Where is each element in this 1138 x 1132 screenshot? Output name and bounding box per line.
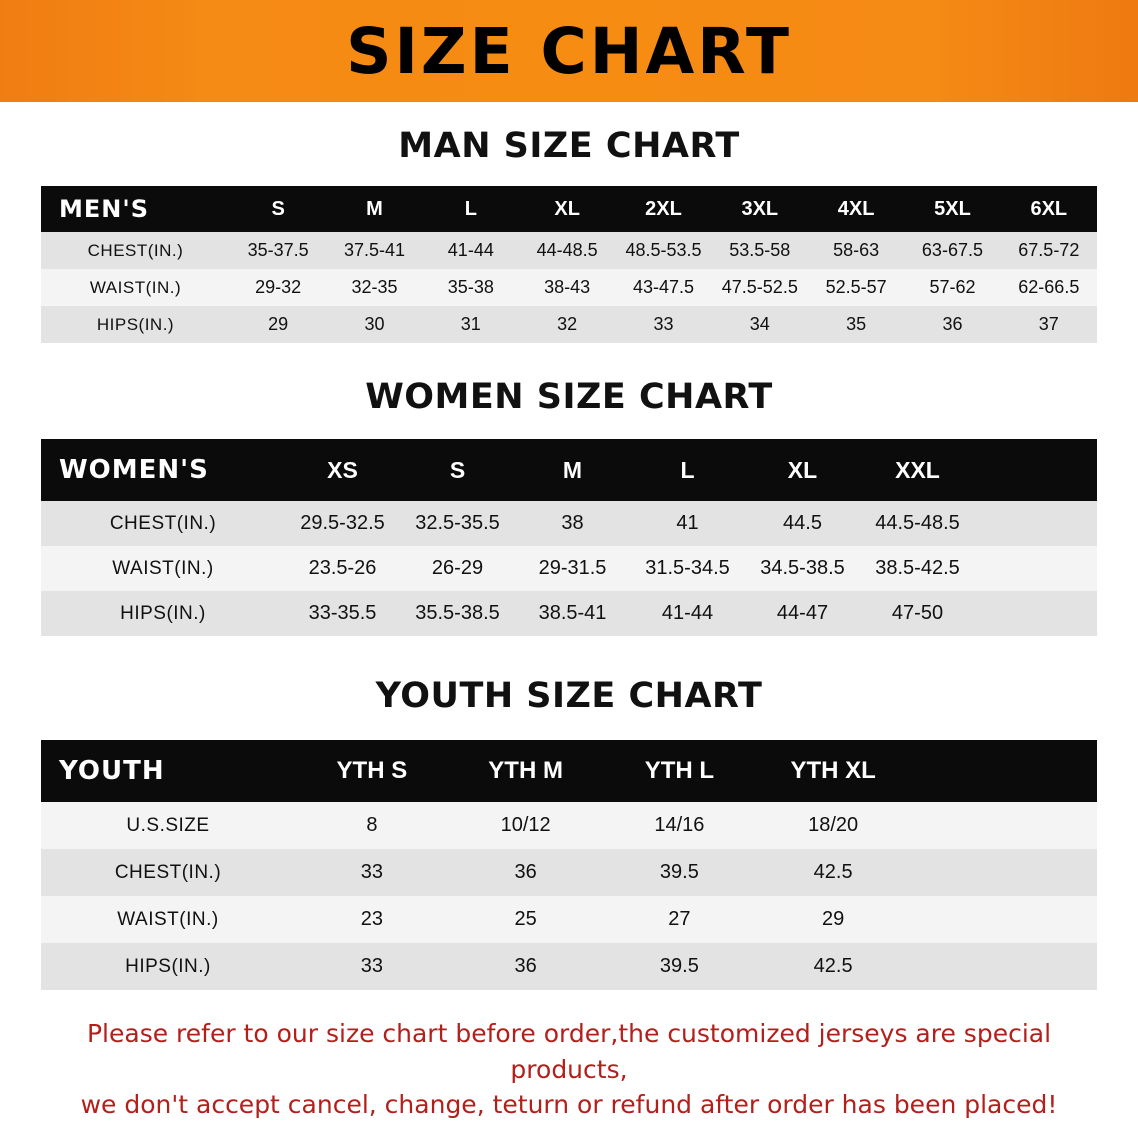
youth-row-label-3: HIPS(IN.) bbox=[41, 943, 295, 990]
man-header-cell-4: XL bbox=[519, 186, 615, 232]
table-header-row bbox=[41, 740, 1097, 802]
women-cell-0-blank bbox=[975, 501, 1097, 546]
table-row bbox=[41, 802, 1097, 849]
youth-cell-0-1: 10/12 bbox=[449, 802, 603, 849]
man-cell-2-1: 30 bbox=[326, 306, 422, 343]
man-cell-1-7: 57-62 bbox=[904, 269, 1000, 306]
table-header-row bbox=[41, 439, 1097, 501]
youth-row-label-2: WAIST(IN.) bbox=[41, 896, 295, 943]
man-table-body bbox=[41, 232, 1097, 343]
youth-header-cell-blank bbox=[910, 740, 1097, 802]
man-cell-0-0: 35-37.5 bbox=[230, 232, 326, 269]
youth-header-cell-3: YTH L bbox=[603, 740, 757, 802]
man-header-cell-1: S bbox=[230, 186, 326, 232]
youth-cell-3-blank bbox=[910, 943, 1097, 990]
youth-table-wrap bbox=[41, 740, 1097, 990]
women-table-head bbox=[41, 439, 1097, 501]
youth-cell-3-3: 42.5 bbox=[756, 943, 910, 990]
disclaimer-line-1: Please refer to our size chart before order,the customized jerseys are special products, bbox=[86, 1019, 1052, 1084]
man-header-cell-7: 4XL bbox=[808, 186, 904, 232]
youth-header-cell-4: YTH XL bbox=[756, 740, 910, 802]
man-cell-2-4: 33 bbox=[615, 306, 711, 343]
table-row bbox=[41, 849, 1097, 896]
man-table-wrap bbox=[41, 186, 1097, 343]
youth-header-cell-0: YOUTH bbox=[41, 740, 295, 802]
women-cell-0-0: 29.5-32.5 bbox=[285, 501, 400, 546]
women-cell-2-4: 44-47 bbox=[745, 591, 860, 636]
women-cell-1-3: 31.5-34.5 bbox=[630, 546, 745, 591]
table-row bbox=[41, 269, 1097, 306]
youth-table-body bbox=[41, 802, 1097, 990]
women-cell-2-2: 38.5-41 bbox=[515, 591, 630, 636]
women-cell-2-0: 33-35.5 bbox=[285, 591, 400, 636]
man-cell-1-0: 29-32 bbox=[230, 269, 326, 306]
youth-cell-2-1: 25 bbox=[449, 896, 603, 943]
man-cell-2-6: 35 bbox=[808, 306, 904, 343]
women-header-cell-1: XS bbox=[285, 439, 400, 501]
man-header-cell-8: 5XL bbox=[904, 186, 1000, 232]
women-cell-1-2: 29-31.5 bbox=[515, 546, 630, 591]
man-row-label-2: HIPS(IN.) bbox=[41, 306, 230, 343]
man-cell-0-6: 58-63 bbox=[808, 232, 904, 269]
youth-table-head bbox=[41, 740, 1097, 802]
women-cell-0-2: 38 bbox=[515, 501, 630, 546]
youth-header-cell-1: YTH S bbox=[295, 740, 449, 802]
women-header-cell-0: WOMEN'S bbox=[41, 439, 285, 501]
women-size-table bbox=[41, 439, 1097, 636]
youth-cell-2-3: 29 bbox=[756, 896, 910, 943]
women-header-cell-2: S bbox=[400, 439, 515, 501]
youth-cell-3-1: 36 bbox=[449, 943, 603, 990]
man-cell-2-2: 31 bbox=[423, 306, 519, 343]
man-cell-0-7: 63-67.5 bbox=[904, 232, 1000, 269]
man-header-cell-9: 6XL bbox=[1001, 186, 1097, 232]
women-header-cell-3: M bbox=[515, 439, 630, 501]
women-row-label-2: HIPS(IN.) bbox=[41, 591, 285, 636]
women-header-cell-6: XXL bbox=[860, 439, 975, 501]
table-row bbox=[41, 943, 1097, 990]
youth-cell-2-blank bbox=[910, 896, 1097, 943]
table-row bbox=[41, 501, 1097, 546]
youth-cell-1-blank bbox=[910, 849, 1097, 896]
man-cell-2-7: 36 bbox=[904, 306, 1000, 343]
women-cell-1-5: 38.5-42.5 bbox=[860, 546, 975, 591]
man-row-label-1: WAIST(IN.) bbox=[41, 269, 230, 306]
women-header-cell-5: XL bbox=[745, 439, 860, 501]
man-cell-1-4: 43-47.5 bbox=[615, 269, 711, 306]
man-cell-0-4: 48.5-53.5 bbox=[615, 232, 711, 269]
women-header-cell-4: L bbox=[630, 439, 745, 501]
disclaimer-note bbox=[44, 1016, 1094, 1123]
table-row bbox=[41, 591, 1097, 636]
page-title: SIZE CHART bbox=[346, 14, 792, 88]
youth-cell-0-2: 14/16 bbox=[603, 802, 757, 849]
table-row bbox=[41, 546, 1097, 591]
header-banner bbox=[0, 0, 1138, 102]
youth-cell-2-2: 27 bbox=[603, 896, 757, 943]
table-row bbox=[41, 306, 1097, 343]
women-cell-2-1: 35.5-38.5 bbox=[400, 591, 515, 636]
man-header-cell-0: MEN'S bbox=[41, 186, 230, 232]
women-cell-1-blank bbox=[975, 546, 1097, 591]
youth-header-cell-2: YTH M bbox=[449, 740, 603, 802]
man-cell-0-3: 44-48.5 bbox=[519, 232, 615, 269]
man-cell-1-5: 47.5-52.5 bbox=[712, 269, 808, 306]
women-cell-0-1: 32.5-35.5 bbox=[400, 501, 515, 546]
man-header-cell-5: 2XL bbox=[615, 186, 711, 232]
table-row bbox=[41, 896, 1097, 943]
man-cell-2-5: 34 bbox=[712, 306, 808, 343]
youth-cell-0-blank bbox=[910, 802, 1097, 849]
man-cell-0-5: 53.5-58 bbox=[712, 232, 808, 269]
table-row bbox=[41, 232, 1097, 269]
youth-cell-2-0: 23 bbox=[295, 896, 449, 943]
man-row-label-0: CHEST(IN.) bbox=[41, 232, 230, 269]
youth-cell-3-0: 33 bbox=[295, 943, 449, 990]
women-section-title: WOMEN SIZE CHART bbox=[365, 377, 773, 417]
women-cell-1-0: 23.5-26 bbox=[285, 546, 400, 591]
youth-cell-0-0: 8 bbox=[295, 802, 449, 849]
table-header-row bbox=[41, 186, 1097, 232]
disclaimer-line-2: we don't accept cancel, change, teturn or refund after order has been placed! bbox=[80, 1090, 1058, 1119]
man-header-cell-3: L bbox=[423, 186, 519, 232]
youth-size-table bbox=[41, 740, 1097, 990]
man-section-title: MAN SIZE CHART bbox=[398, 126, 740, 166]
youth-cell-0-3: 18/20 bbox=[756, 802, 910, 849]
women-table-body bbox=[41, 501, 1097, 636]
women-cell-1-1: 26-29 bbox=[400, 546, 515, 591]
women-row-label-0: CHEST(IN.) bbox=[41, 501, 285, 546]
man-size-table bbox=[41, 186, 1097, 343]
women-cell-2-3: 41-44 bbox=[630, 591, 745, 636]
women-row-label-1: WAIST(IN.) bbox=[41, 546, 285, 591]
man-table-head bbox=[41, 186, 1097, 232]
women-cell-0-4: 44.5 bbox=[745, 501, 860, 546]
man-cell-2-0: 29 bbox=[230, 306, 326, 343]
man-cell-0-2: 41-44 bbox=[423, 232, 519, 269]
women-cell-0-3: 41 bbox=[630, 501, 745, 546]
women-table-wrap bbox=[41, 439, 1097, 636]
man-cell-1-2: 35-38 bbox=[423, 269, 519, 306]
man-cell-2-3: 32 bbox=[519, 306, 615, 343]
youth-row-label-0: U.S.SIZE bbox=[41, 802, 295, 849]
women-cell-2-5: 47-50 bbox=[860, 591, 975, 636]
man-header-cell-6: 3XL bbox=[712, 186, 808, 232]
youth-cell-3-2: 39.5 bbox=[603, 943, 757, 990]
youth-row-label-1: CHEST(IN.) bbox=[41, 849, 295, 896]
man-cell-0-1: 37.5-41 bbox=[326, 232, 422, 269]
youth-cell-1-1: 36 bbox=[449, 849, 603, 896]
youth-cell-1-3: 42.5 bbox=[756, 849, 910, 896]
man-cell-1-8: 62-66.5 bbox=[1001, 269, 1097, 306]
man-cell-0-8: 67.5-72 bbox=[1001, 232, 1097, 269]
youth-cell-1-2: 39.5 bbox=[603, 849, 757, 896]
women-cell-1-4: 34.5-38.5 bbox=[745, 546, 860, 591]
women-cell-2-blank bbox=[975, 591, 1097, 636]
man-cell-1-6: 52.5-57 bbox=[808, 269, 904, 306]
man-cell-2-8: 37 bbox=[1001, 306, 1097, 343]
man-header-cell-2: M bbox=[326, 186, 422, 232]
youth-cell-1-0: 33 bbox=[295, 849, 449, 896]
man-cell-1-1: 32-35 bbox=[326, 269, 422, 306]
man-cell-1-3: 38-43 bbox=[519, 269, 615, 306]
women-header-cell-blank bbox=[975, 439, 1097, 501]
women-cell-0-5: 44.5-48.5 bbox=[860, 501, 975, 546]
youth-section-title: YOUTH SIZE CHART bbox=[375, 676, 763, 716]
